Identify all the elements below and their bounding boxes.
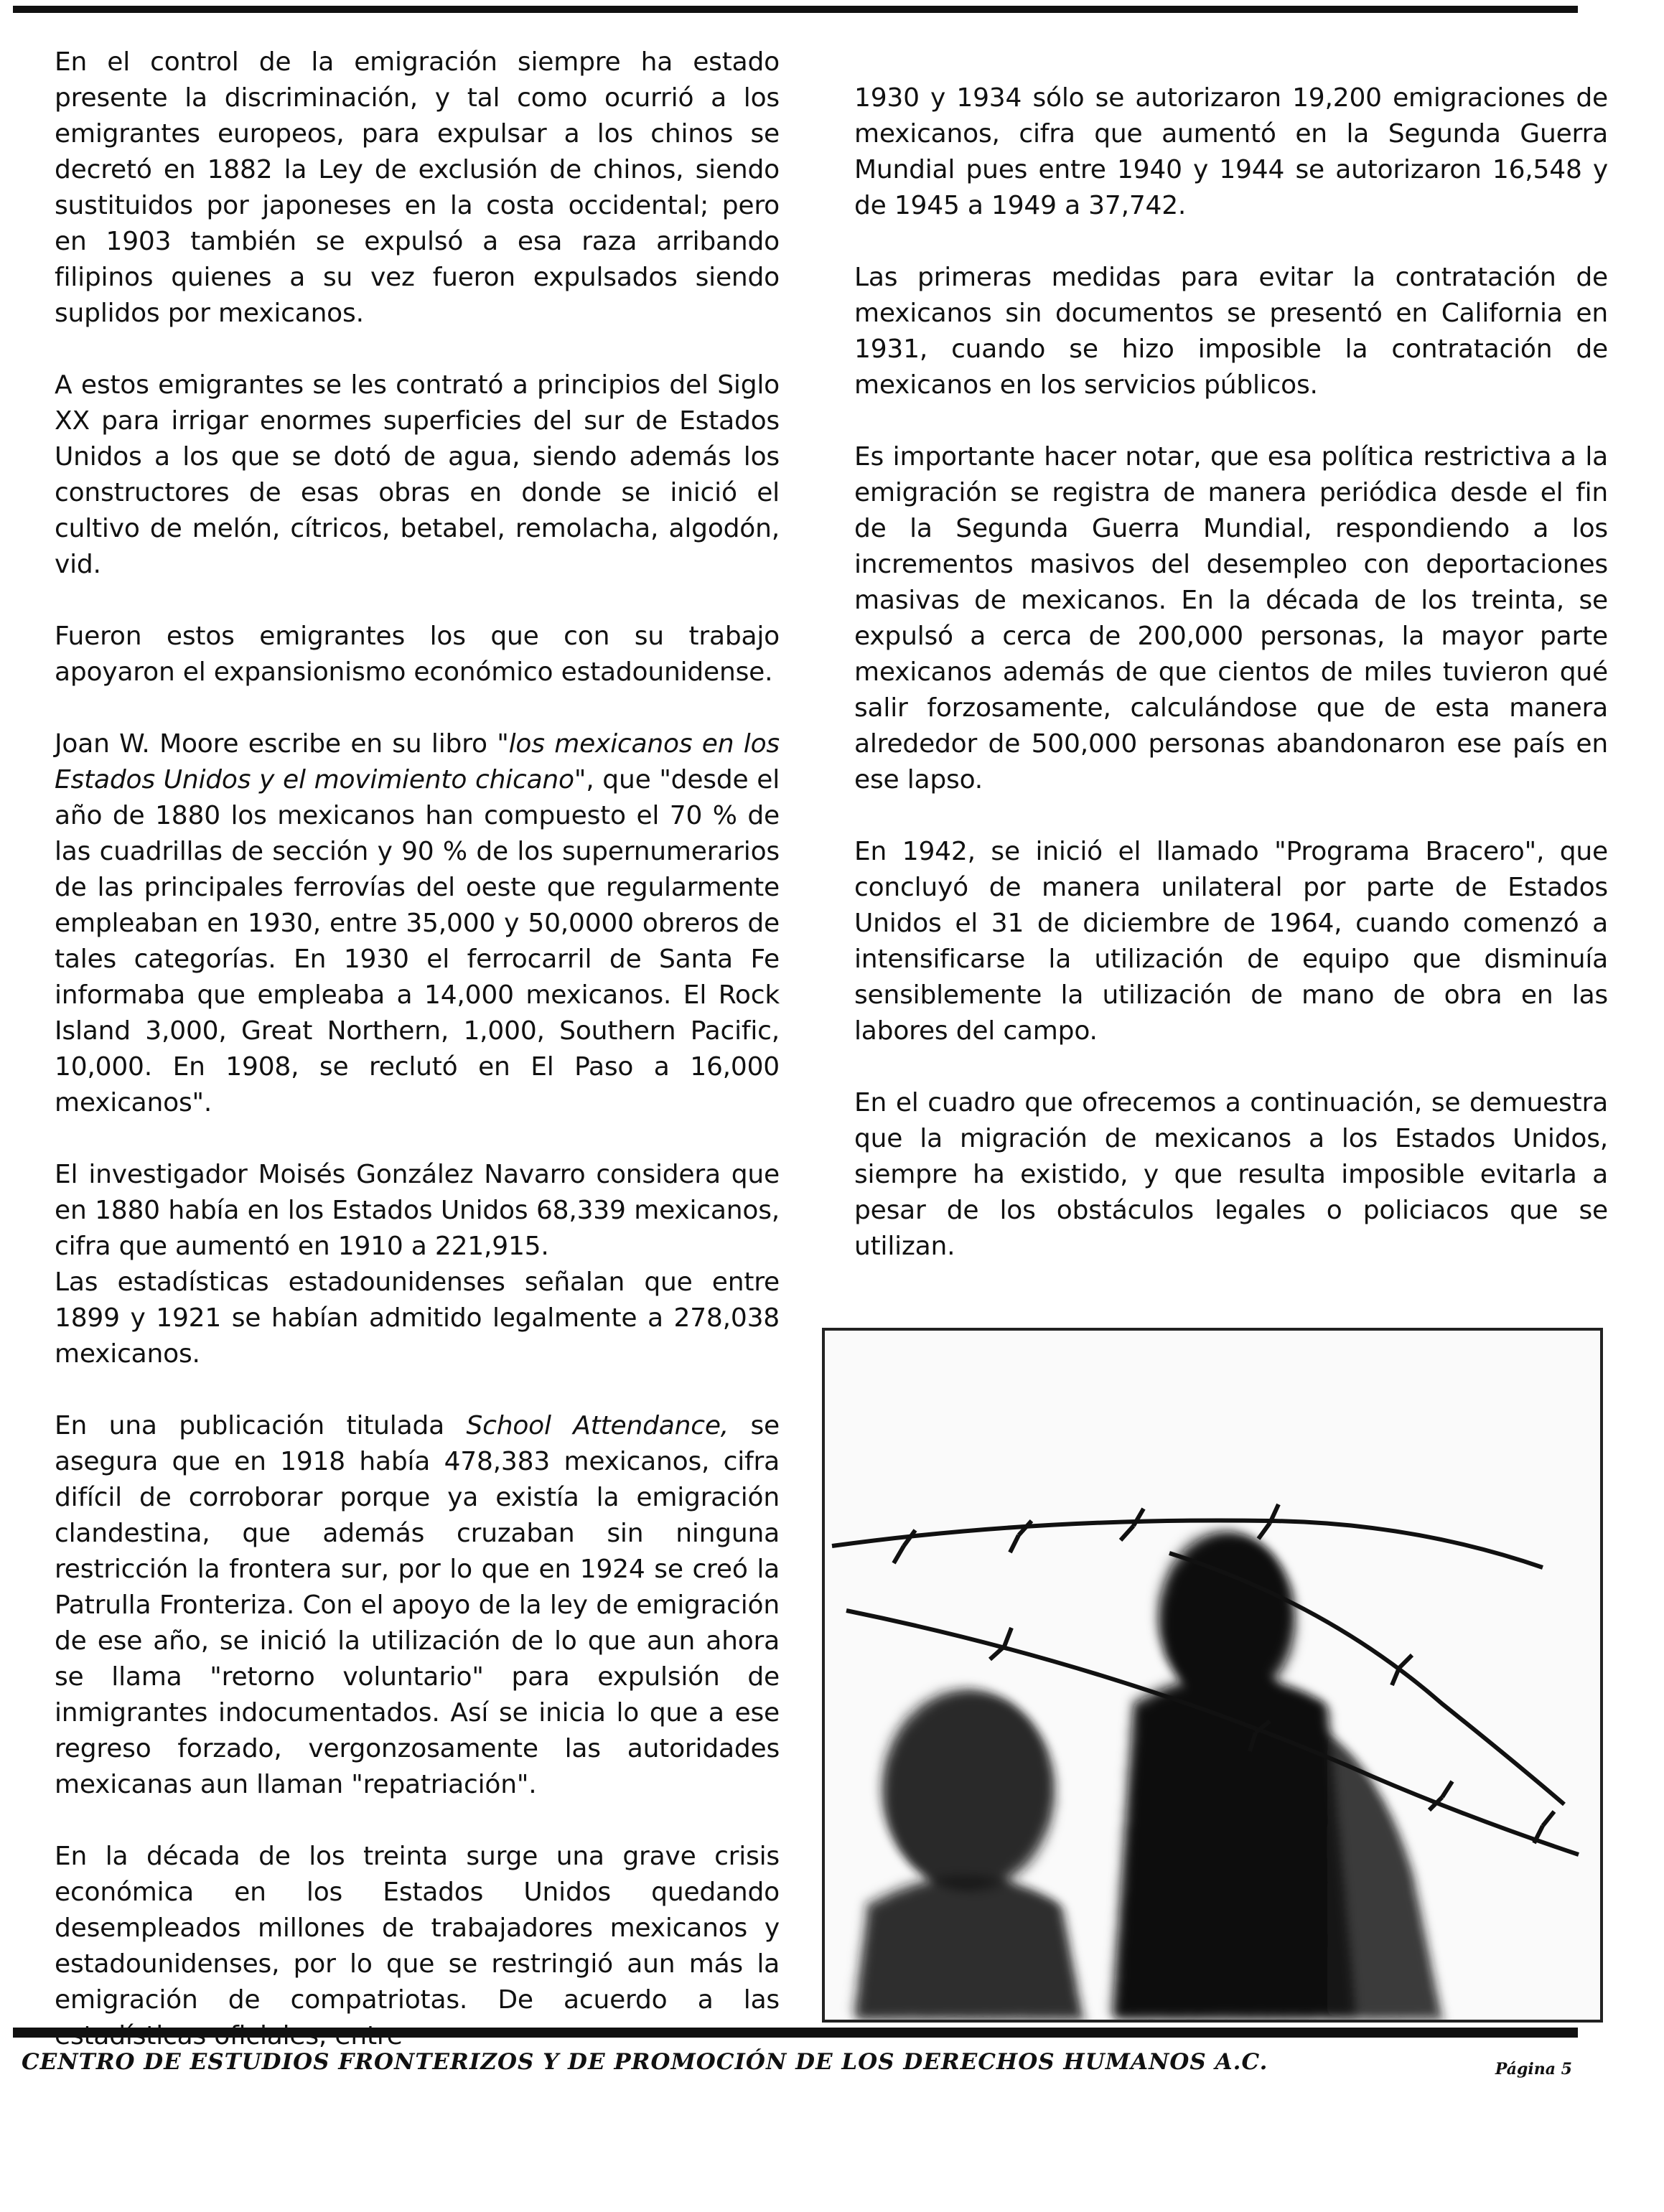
left-column xyxy=(55,44,780,2054)
footer-organization: CENTRO DE ESTUDIOS FRONTERIZOS Y DE PROMOCIÓN DE LOS DERECHOS HUMANOS A.C. xyxy=(22,2049,1268,2075)
publication-title: School Attendance, xyxy=(466,1411,729,1440)
barbed-wire-photo xyxy=(822,1328,1603,2023)
paragraph-restrictive-policy: Es importante hacer notar, que esa política restrictiva a la emigración se registra de manera periódica desde el fin de la Segunda Guerra Mundial, respondiendo a los incrementos masivos del desempleo con deportaciones masivas de mexicanos. En la década de los treinta, se expulsó a cerca de 200,000 personas, la mayor parte mexicanos además de que cientos de miles tuvieron qué salir forzosamente, calculándose que de esta manera alrededor de 500,000 personas abandonaron ese país en ese lapso. xyxy=(854,442,1608,795)
paragraph-navarro: El investigador Moisés González Navarro considera que en 1880 había en los Estados Unidos 68,339 mexicanos, cifra que aumentó en 1910 a 221,915. xyxy=(55,1160,780,1261)
paragraph-thirties-crisis: En la década de los treinta surge una grave crisis económica en los Estados Unidos quedando desempleados millones de trabajadores mexicanos y estadounidenses, por lo que se restringió aun más la emigración de compatriotas. De acuerdo a las xyxy=(55,1842,780,2015)
paragraph-school-attendance xyxy=(55,1408,780,1803)
right-column xyxy=(854,80,1608,1301)
page-number: Página 5 xyxy=(1495,2060,1572,2079)
publication-intro: En una publicación titulada xyxy=(55,1411,467,1440)
publication-body: se asegura que en 1918 había 478,383 mexicanos, cifra difícil de corroborar porque ya existía la emigración clandestina, que además cruzaban sin ninguna restricción la frontera sur, por lo que en 1924 se creó la Patrulla Fronteriza. Con el apoyo de la ley de emigración de ese año, se inició la utilización de lo que aun ahora se llama "retorno voluntario" para expulsión de inmigrantes indocumentados. Así se inicia lo que a ese regreso forzado, vergonzosamente las autoridades mexicanas aun llaman "repatriación". xyxy=(55,1411,780,1799)
top-rule xyxy=(13,6,1578,13)
book-title: "los mexicanos en los Estados Unidos y el movimiento chicano" xyxy=(55,729,780,795)
paragraph-authorizations: 1930 y 1934 sólo se autorizaron 19,200 emigraciones de mexicanos, cifra que aumentó en la Segunda Guerra Mundial pues entre 1940 y 1944 se autorizaron 16,548 y de 1945 a 1949 a 37,742. xyxy=(854,83,1608,220)
paragraph-moore-quote xyxy=(55,726,780,1121)
paragraph-bracero: En 1942, se inició el llamado "Programa Bracero", que concluyó de manera unilateral por parte de Estados Unidos el 31 de diciembre de 1964, cuando comenzó a intensificarse la utilización de equipo que disminuía sensiblemente la utilización de mano de obra en las labores del campo. xyxy=(854,837,1608,1046)
quote-body: , que "desde el año de 1880 los mexicanos han compuesto el 70 % de las cuadrillas de sección y 90 % de los supernumerarios de las principales ferrovías del oeste que regularmente empleaban en 1930, entre 35,000 y 50,0000 obreros de tales categorías. En 1930 el ferrocarril de Santa Fe informaba que empleaba a 14,000 mexicanos. El Rock Island 3,000, Great Northern, 1,000, Southern Pacific, 10,000. En 1908, se reclutó en El Paso a 16,000 mexicanos". xyxy=(55,765,780,1117)
bottom-rule xyxy=(13,2028,1578,2038)
paragraph-discrimination: En el control de la emigración siempre ha estado presente la discriminación, y tal como ocurrió a los emigrantes europeos, para expulsar a los chinos se decretó en 1882 la Ley de exclusión de chinos, siendo sustituidos por japoneses en la costa occidental; pero en 1903 también se expulsó a esa raza arribando filipinos quienes a su vez fueron expulsados siendo suplidos por mexicanos. xyxy=(55,47,780,328)
paragraph-expansionism: Fueron estos emigrantes los que con su trabajo apoyaron el expansionismo económico estadounidense. xyxy=(55,622,780,687)
paragraph-statistics: Las estadísticas estadounidenses señalan que entre 1899 y 1921 se habían admitido legalmente a 278,038 mexicanos. xyxy=(55,1267,780,1369)
paragraph-california: Las primeras medidas para evitar la contratación de mexicanos sin documentos se presentó en California en 1931, cuando se hizo imposible la contratación de mexicanos en los servicios públicos. xyxy=(854,263,1608,400)
paragraph-irrigation: A estos emigrantes se les contrató a principios del Siglo XX para irrigar enormes superficies del sur de Estados Unidos a los que se dotó de agua, siendo además los constructores de esas obras en donde se inició el cultivo de melón, cítricos, betabel, remolacha, algodón, vid. xyxy=(55,370,780,579)
barbed-wire-silhouettes-icon xyxy=(825,1331,1600,2020)
quote-intro: Joan W. Moore escribe en su libro xyxy=(55,729,497,759)
paragraph-table-intro: En el cuadro que ofrecemos a continuación, se demuestra que la migración de mexicanos a los Estados Unidos, siempre ha existido, y que resulta imposible evitarla a pesar de los obstáculos legales o policiacos que se utilizan. xyxy=(854,1088,1608,1261)
